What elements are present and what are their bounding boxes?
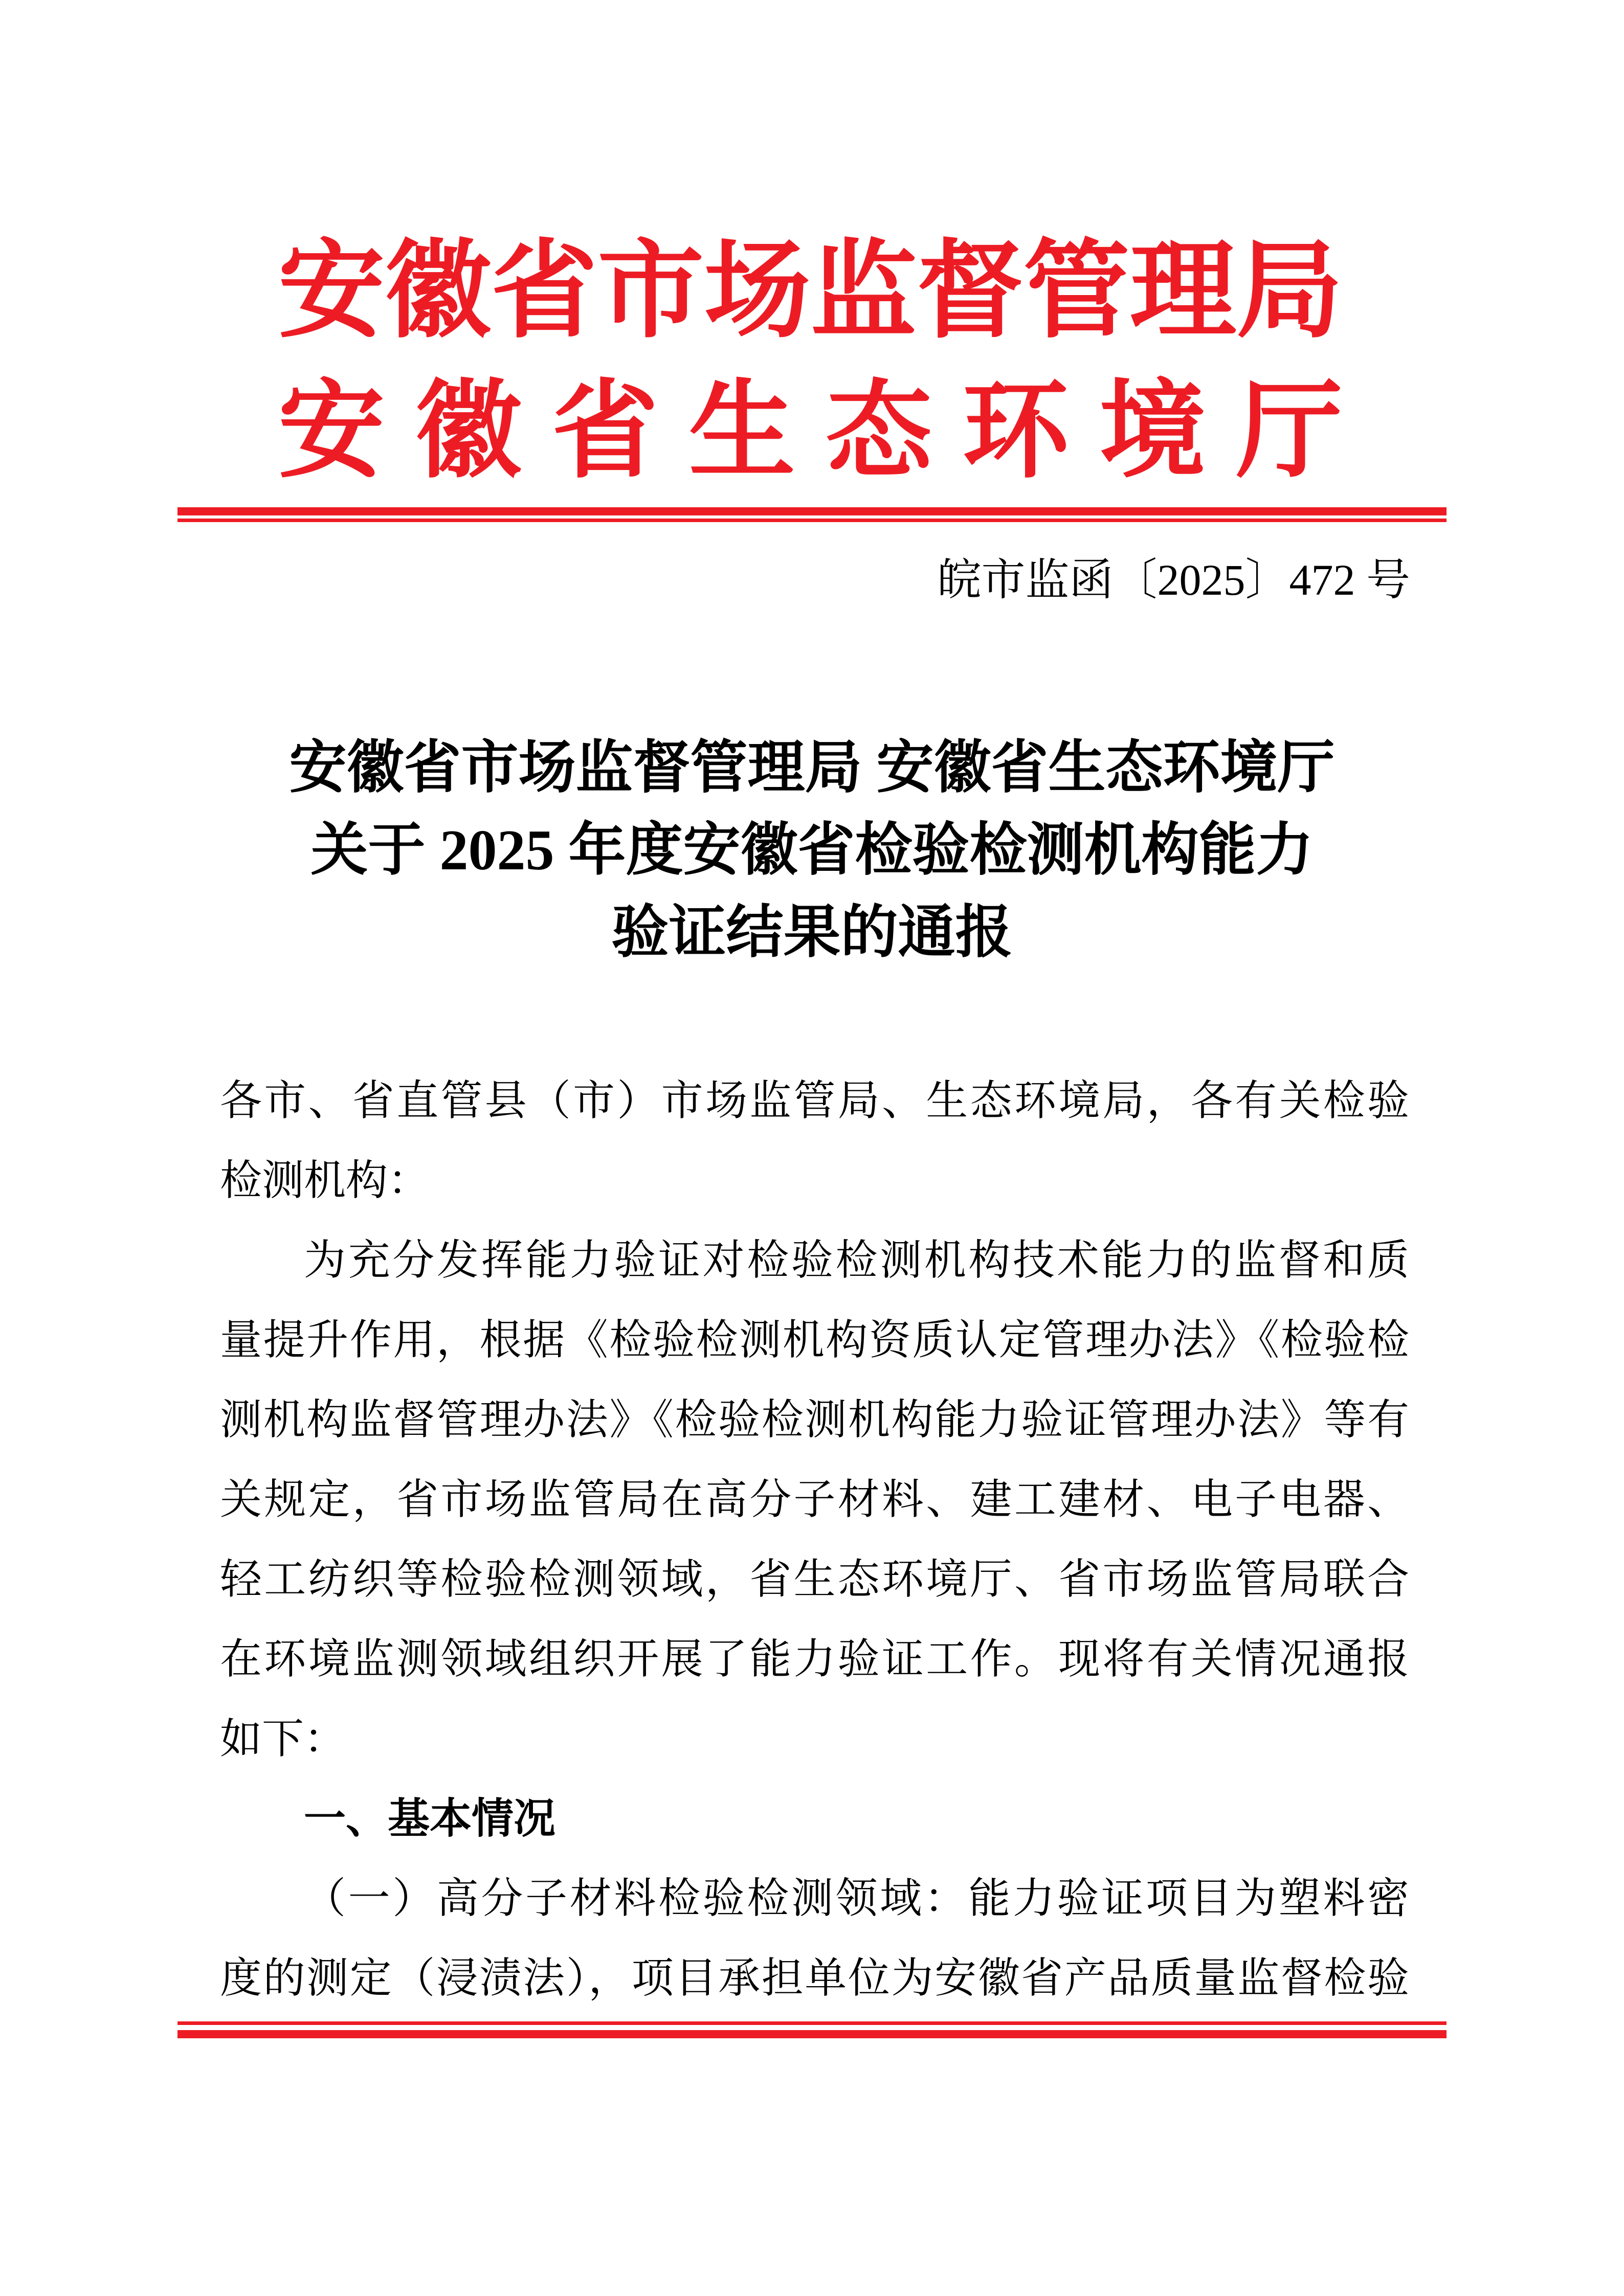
body-line: 量提升作用，根据《检验检测机构资质认定管理办法》《检验检 [220,1317,1409,1363]
agency-char: 态 [826,373,932,490]
agency-char: 监 [810,233,917,350]
agency-char: 管 [1023,233,1130,350]
agency-char: 理 [1129,233,1236,350]
agency-char: 安 [278,373,385,490]
body-line: 如下： [220,1716,346,1762]
agency-char: 省 [491,233,598,350]
agency-char: 境 [1099,373,1206,490]
header-rule-thin [177,519,1447,522]
document-body [220,1061,1409,2018]
agency-char: 安 [278,233,385,350]
agency-char: 环 [962,373,1069,490]
agency-char: 场 [704,233,811,350]
body-line: 轻工纺织等检验检测领域，省生态环境厅、省市场监管局联合 [220,1556,1409,1603]
agency-name-line2 [278,374,1343,489]
title-line-2: 关于 2025 年度安徽省检验检测机构能力 [310,819,1314,882]
body-line: 各市、省直管县（市）市场监管局、生态环境局，各有关检验 [220,1077,1409,1124]
title-line-3: 验证结果的通报 [611,901,1013,964]
agency-char: 厅 [1236,373,1343,490]
footer-rule-thin [177,2021,1447,2025]
agency-char: 生 [688,373,795,490]
body-line: 关规定，省市场监管局在高分子材料、建工建材、电子电器、 [220,1476,1409,1523]
agency-char: 督 [917,233,1024,350]
agency-char: 徽 [385,233,492,350]
agency-char: 市 [597,233,704,350]
body-line: 在环境监测领域组织开展了能力验证工作。现将有关情况通报 [220,1636,1409,1682]
document-title [176,727,1448,974]
document-number: 皖市监函〔2025〕472 号 [937,555,1410,604]
body-line: （一）高分子材料检验检测领域：能力验证项目为塑料密 [304,1875,1409,1922]
agency-char: 徽 [415,373,522,490]
agency-name-line1 [278,234,1343,349]
agency-char: 省 [552,373,659,490]
agency-char: 局 [1236,233,1343,350]
section-heading: 一、基本情况 [304,1795,556,1842]
body-line: 为充分发挥能力验证对检验检测机构技术能力的监督和质 [304,1237,1409,1284]
title-line-1: 安徽省市场监督管理局 安徽省生态环境厅 [289,736,1335,800]
body-line: 检测机构： [220,1157,430,1204]
header-rule-thick [177,507,1447,515]
body-line: 测机构监督管理办法》《检验检测机构能力验证管理办法》等有 [220,1397,1409,1443]
footer-rule-thick [177,2030,1447,2038]
body-line: 度的测定（浸渍法），项目承担单位为安徽省产品质量监督检验 [220,1955,1409,2001]
